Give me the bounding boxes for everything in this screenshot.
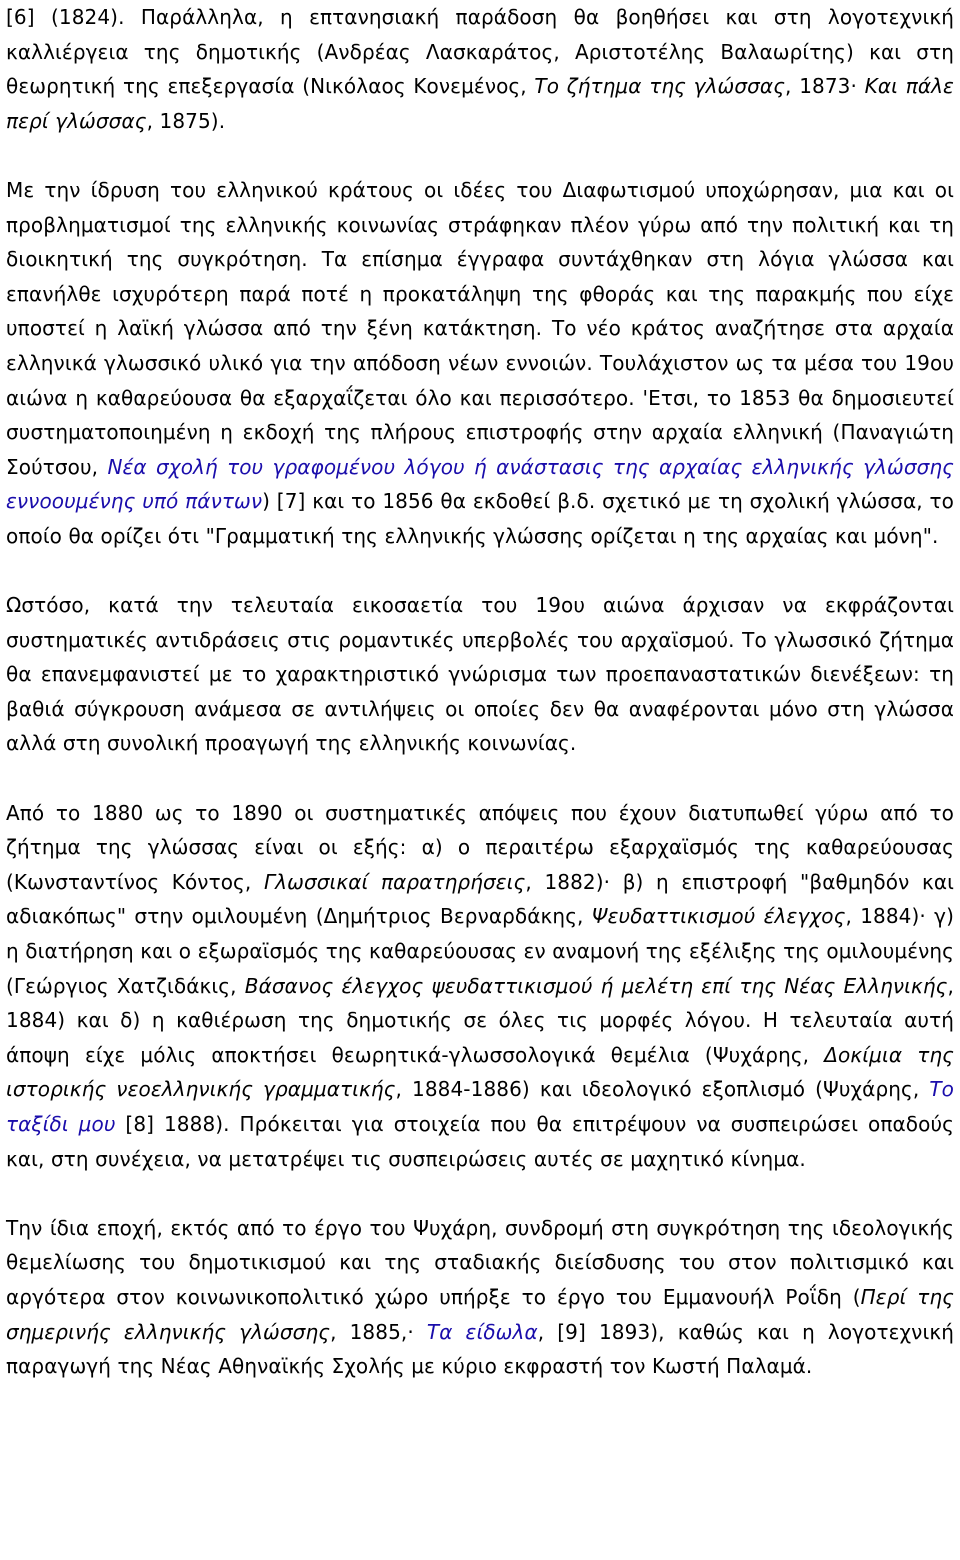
p1-title-kai-pale: Και πάλε περί γλώσσας (6, 74, 954, 133)
p4-text-3: , 1884)· γ) η διατήρηση και ο εξωραϊσμός της καθαρεύουσας εν αναμονή της εξέλιξης της ομιλουμένης (Γεώργιος Χατζιδάκις, (6, 904, 954, 998)
p4-title-vasanos: Βάσανος έλεγχος ψευδαττικισμού ή μελέτη επί της Νέας Ελληνικής (244, 973, 948, 998)
paragraph-2 (6, 173, 954, 554)
p2-link-nea-scholi[interactable]: Νέα σχολή του γραφομένου λόγου ή ανάστασις της αρχαίας ελληνικής γλώσσης εννοουμένης υπό πάντων (6, 454, 954, 514)
p2-text-2: ) [7] και το 1856 θα εκδοθεί β.δ. σχετικό με τη σχολική γλώσσα, το οποίο θα ορίζει ότι "Γραμματική της ελληνικής γλώσσης ορίζεται η της αρχαίας και μόνη". (6, 489, 954, 548)
p4-text-6: [8] 1888). Πρόκειται για στοιχεία που θα επιτρέψουν να συσπειρώσει οπαδούς και, στη συνέχεια, να μετατρέψει τις συσπειρώσεις αυτές σε μαχητικό κίνημα. (6, 1112, 954, 1171)
p4-text-2: , 1882)· β) η επιστροφή "βαθμηδόν και αδιακόπως" στην ομιλουμένη (Δημήτριος Βερναρδάκης, (6, 869, 954, 929)
paragraph-1 (6, 0, 954, 138)
p5-text-3: , [9] 1893), καθώς και η λογοτεχνική παραγωγή της Νέας Αθηναϊκής Σχολής με κύριο εκφραστή τον Κωστή Παλαμά. (6, 1319, 954, 1379)
paragraph-gap (6, 138, 954, 173)
p1-text-1: [6] (1824). Παράλληλα, η επτανησιακή παράδοση θα βοηθήσει και στη λογοτεχνική καλλιέργεια της δημοτικής (Ανδρέας Λασκαράτος, Αριστοτέλης Βαλαωρίτης) και στη θεωρητική της επεξεργασία (Νικόλαος Κονεμένος, (6, 5, 954, 99)
p5-text-1: Την ίδια εποχή, εκτός από το έργο του Ψυχάρη, συνδρομή στη συγκρότηση της ιδεολογικής θεμελίωσης του δημοτικισμού και της σταδιακής διείσδυσης του στον πολιτισμικό και αργότερα στον κοινωνικοπολιτικό χώρο υπήρξε το έργο του Εμμανουήλ Ροΐδη ( (6, 1215, 954, 1309)
p4-title-psevdattikismou: Ψευδαττικισμού έλεγχος (591, 904, 846, 929)
p1-title-to-zitima: Το ζήτημα της γλώσσας (534, 74, 786, 99)
paragraph-gap (6, 1176, 954, 1211)
p5-link-ta-eidola[interactable]: Τα είδωλα (426, 1319, 538, 1344)
paragraph-4 (6, 796, 954, 1177)
p2-text-1: Με την ίδρυση του ελληνικού κράτους οι ιδέες του Διαφωτισμού υποχώρησαν, μια και οι προβληματισμοί της ελληνικής κοινωνίας στράφηκαν πλέον γύρω από την πολιτική και τη διοικητική της συγκρότηση. Τα επίσημα έγγραφα συντάχθηκαν στη λόγια γλώσσα και επανήλθε ισχυρότερη παρά ποτέ η προκατάληψη της φθοράς και της παρακμής που είχε υποστεί η λαϊκή γλώσσα από την ξένη κατάκτηση. Το νέο κράτος αναζήτησε στα αρχαία ελληνικά γλωσσικό υλικό για την απόδοση νέων εννοιών. Τουλάχιστον ως τα μέσα του 19ου αιώνα η καθαρεύουσα θα εξαρχαΐζεται όλο και περισσότερο. 'Ετσι, το 1853 θα δημοσιευτεί συστηματοποιημένη η εκδοχή της πλήρους επιστροφής στην αρχαία ελληνική (Παναγιώτη Σούτσου, (6, 177, 954, 479)
p5-text-2: , 1885,· (330, 1319, 427, 1344)
p4-link-to-taxidi-mou[interactable]: Το ταξίδι μου (6, 1077, 954, 1136)
p3-text-1: Ωστόσο, κατά την τελευταία εικοσαετία του 19ου αιώνα άρχισαν να εκφράζονται συστηματικές αντιδράσεις στις ρομαντικές υπερβολές του αρχαϊσμού. Το γλωσσικό ζήτημα θα επανεμφανιστεί με το χαρακτηριστικό γνώρισμα των προεπαναστατικών διενέξεων: τη βαθιά σύγκρουση ανάμεσα σε αντιλήψεις οι οποίες δεν θα αναφέρονται μόνο στη γλώσσα αλλά στη συνολική προαγωγή της ελληνικής κοινωνίας. (6, 593, 954, 756)
p4-text-5: , 1884-1886) και ιδεολογικό εξοπλισμό (Ψυχάρης, (395, 1077, 930, 1102)
document-body (6, 0, 954, 1384)
paragraph-3 (6, 588, 954, 761)
p5-title-peri-tis: Περί της σημερινής ελληνικής γλώσσης (6, 1284, 954, 1344)
p4-title-dokimia: Δοκίμια της ιστορικής νεοελληνικής γραμματικής (6, 1042, 954, 1102)
paragraph-gap (6, 761, 954, 796)
p4-title-glossikai: Γλωσσικαί παρατηρήσεις (263, 869, 526, 894)
paragraph-5 (6, 1211, 954, 1384)
p1-text-3: , 1875). (146, 108, 226, 133)
p1-text-2: , 1873· (785, 74, 865, 99)
p4-text-1: Από το 1880 ως το 1890 οι συστηματικές απόψεις που έχουν διατυπωθεί γύρω από το ζήτημα της γλώσσας είναι οι εξής: α) ο περαιτέρω εξαρχαϊσμός της καθαρεύουσας (Κωνσταντίνος Κόντος, (6, 800, 954, 894)
p4-text-4: , 1884) και δ) η καθιέρωση της δημοτικής σε όλες τις μορφές λόγου. Η τελευταία αυτή άποψη είχε μόλις αποκτήσει θεωρητικά-γλωσσολογικά θεμέλια (Ψυχάρης, (6, 973, 954, 1067)
paragraph-gap (6, 554, 954, 589)
